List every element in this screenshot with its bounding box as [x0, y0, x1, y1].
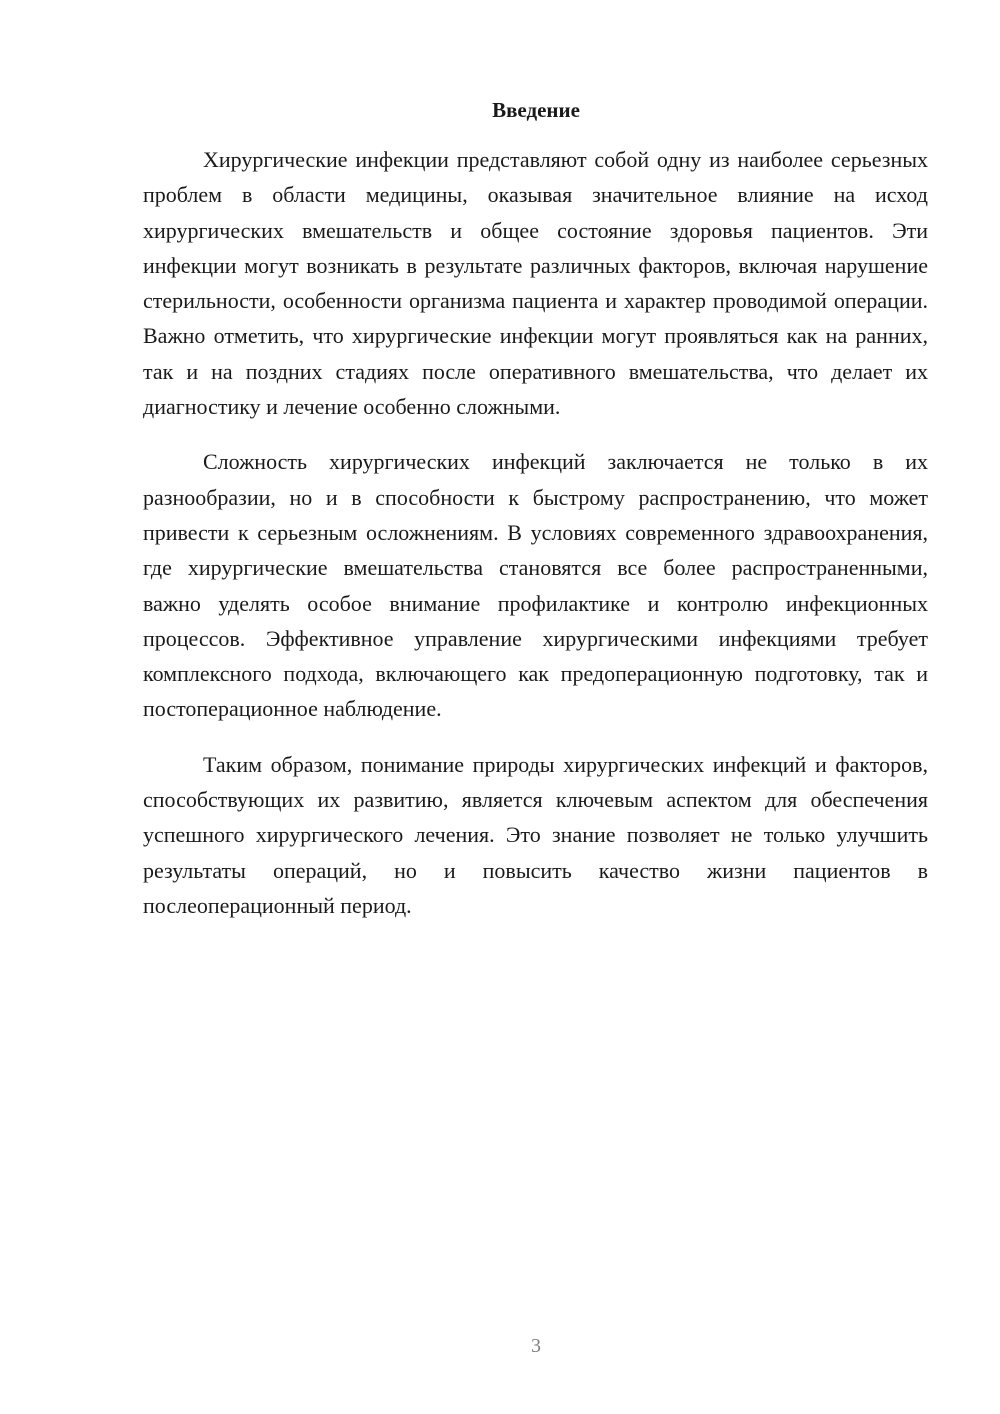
body-text [143, 142, 928, 943]
paragraph-2: Сложность хирургических инфекций заключается не только в их разнообразии, но и в способности к быстрому распространению, что может привести к серьезным осложнениям. В условиях современного здравоохранения, где хирургические вмешательства становятся все более распространенными, важно уделять особое внимание профилактике и контролю инфекционных процессов. Эффективное управление хирургическими инфекциями требует комплексного подхода, включающего как предоперационную подготовку, так и постоперационное наблюдение. [143, 449, 928, 722]
page-number: 3 [531, 1335, 541, 1357]
paragraph-1: Хирургические инфекции представляют собой одну из наиболее серьезных проблем в области медицины, оказывая значительное влияние на исход хирургических вмешательств и общее состояние здоровья пациентов. Эти инфекции могут возникать в результате различных факторов, включая нарушение стерильности, особенности организма пациента и характер проводимой операции. Важно отметить, что хирургические инфекции могут проявляться как на ранних, так и на поздних стадиях после оперативного вмешательства, что делает их диагностику и лечение особенно сложными. [143, 147, 928, 420]
section-heading: Введение [492, 98, 580, 122]
paragraph-3: Таким образом, понимание природы хирургических инфекций и факторов, способствующих их развитию, является ключевым аспектом для обеспечения успешного хирургического лечения. Это знание позволяет не только улучшить результаты операций, но и повысить качество жизни пациентов в послеоперационный период. [143, 751, 928, 918]
